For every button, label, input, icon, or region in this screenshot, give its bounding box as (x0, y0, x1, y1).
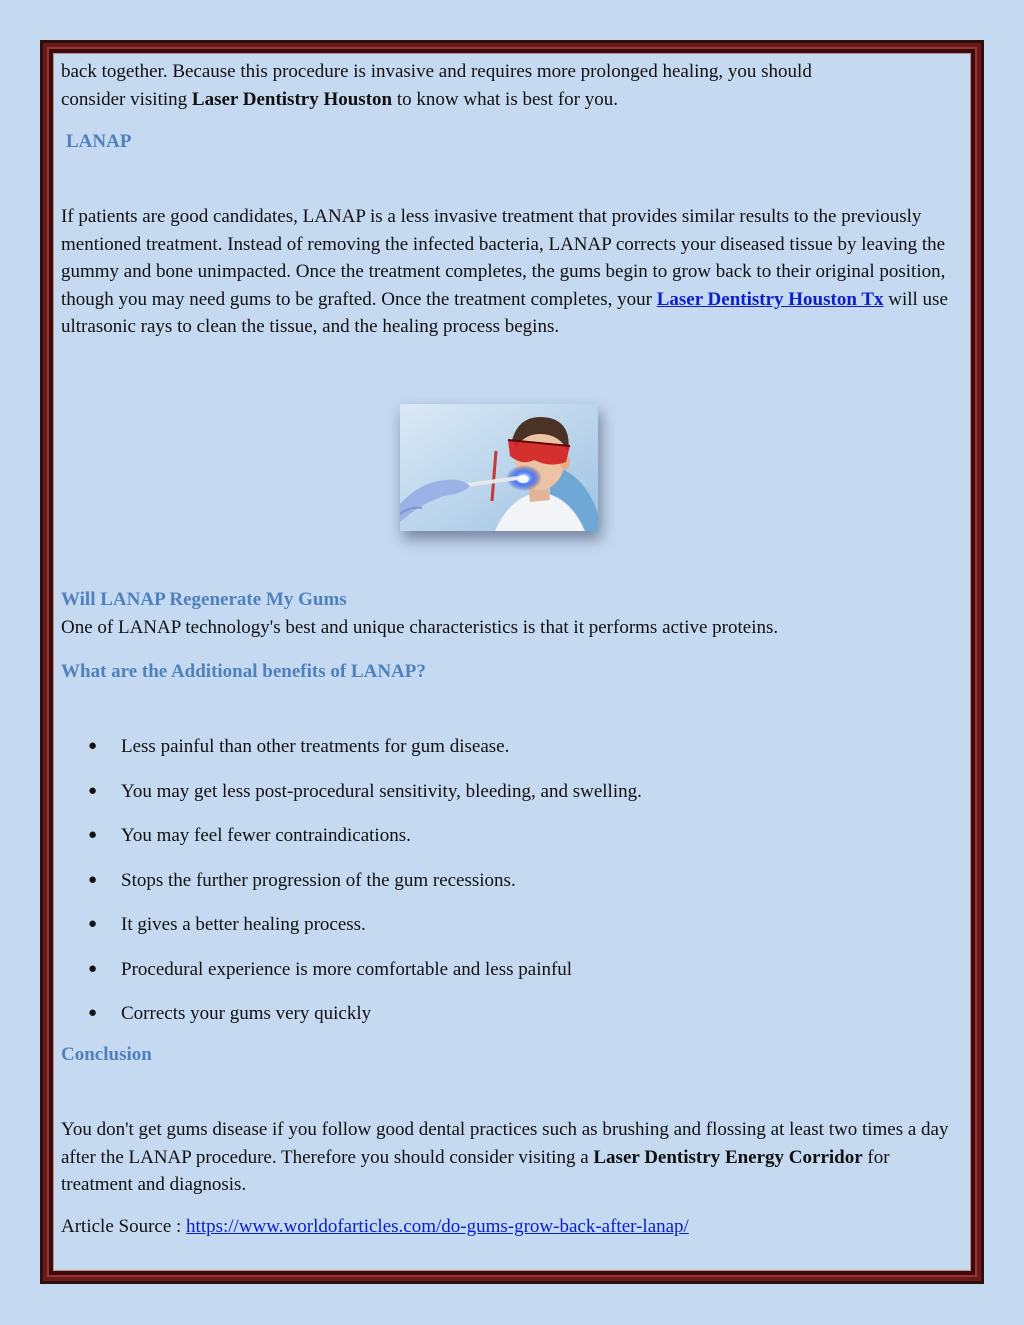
lanap-paragraph-text-post: will use ultrasonic rays to clean the tissue, and the healing process begins. (61, 288, 948, 338)
list-item-text: Stops the further progression of the gum recessions. (121, 869, 516, 891)
conclusion-paragraph (61, 1116, 961, 1199)
list-item (61, 956, 642, 1001)
intro-line-2-post: to know what is best for you. (392, 89, 618, 110)
bullet-icon: ● (88, 1005, 98, 1021)
list-item-text: You may get less post-procedural sensitivity, bleeding, and swelling. (121, 780, 642, 802)
laser-dentistry-houston-tx-link[interactable]: Laser Dentistry Houston Tx (656, 288, 884, 310)
list-item (61, 778, 642, 823)
list-item (61, 1000, 642, 1045)
conclusion-text-pre: You don't get gums disease if you follow good dental practices such as brushing and flossing at least two times a day after the LANAP procedure. Therefore you should consider visiting a (61, 1119, 949, 1168)
bullet-icon: ● (88, 738, 98, 754)
bullet-icon: ● (88, 960, 98, 977)
bullet-icon: ● (88, 871, 98, 888)
intro-paragraph (61, 58, 961, 114)
list-item (61, 911, 642, 956)
lanap-heading: LANAP (66, 131, 132, 152)
benefits-heading: What are the Additional benefits of LANAP? (61, 661, 426, 682)
regenerate-heading: Will LANAP Regenerate My Gums (61, 589, 347, 610)
list-item-text: It gives a better healing process. (121, 914, 366, 935)
conclusion-heading: Conclusion (61, 1044, 152, 1065)
article-source-link[interactable]: https://www.worldofarticles.com/do-gums-grow-back-after-lanap/ (186, 1216, 689, 1237)
list-item (61, 867, 642, 912)
bullet-icon: ● (88, 782, 98, 799)
list-item-text: Procedural experience is more comfortable and less painful (121, 958, 573, 980)
lanap-paragraph (61, 203, 961, 341)
list-item-text: Less painful than other treatments for gum disease. (121, 736, 510, 757)
conclusion-text-post: for treatment and diagnosis. (61, 1146, 890, 1196)
regenerate-text: One of LANAP technology's best and unique characteristics is that it performs active proteins. (61, 617, 779, 638)
list-item (61, 733, 642, 778)
list-item (61, 822, 642, 867)
intro-line-1: back together. Because this procedure is invasive and requires more prolonged healing, you should (61, 61, 812, 82)
bullet-icon: ● (88, 827, 98, 843)
article-source-label: Article Source : (61, 1216, 187, 1237)
intro-line-2-pre: consider visiting (61, 89, 192, 110)
dental-laser-photo (400, 404, 598, 531)
bullet-icon: ● (88, 916, 98, 932)
conclusion-bold-term: Laser Dentistry Energy Corridor (593, 1146, 863, 1168)
intro-bold-term: Laser Dentistry Houston (191, 89, 393, 110)
list-item-text: You may feel fewer contraindications. (121, 825, 411, 846)
lanap-paragraph-text-pre: If patients are good candidates, LANAP is a less invasive treatment that provides similar results to the previously mentioned treatment. Instead of removing the infected bacteria, LANAP corrects your diseased tissue by leaving the gummy and bone unimpacted. Once the treatment completes, the gums begin to grow back to their original position, though you may need gums to be grafted. Once the treatment completes, your (61, 206, 946, 310)
list-item-text: Corrects your gums very quickly (121, 1003, 372, 1024)
benefits-list (61, 733, 642, 1045)
article-source (61, 1216, 961, 1238)
